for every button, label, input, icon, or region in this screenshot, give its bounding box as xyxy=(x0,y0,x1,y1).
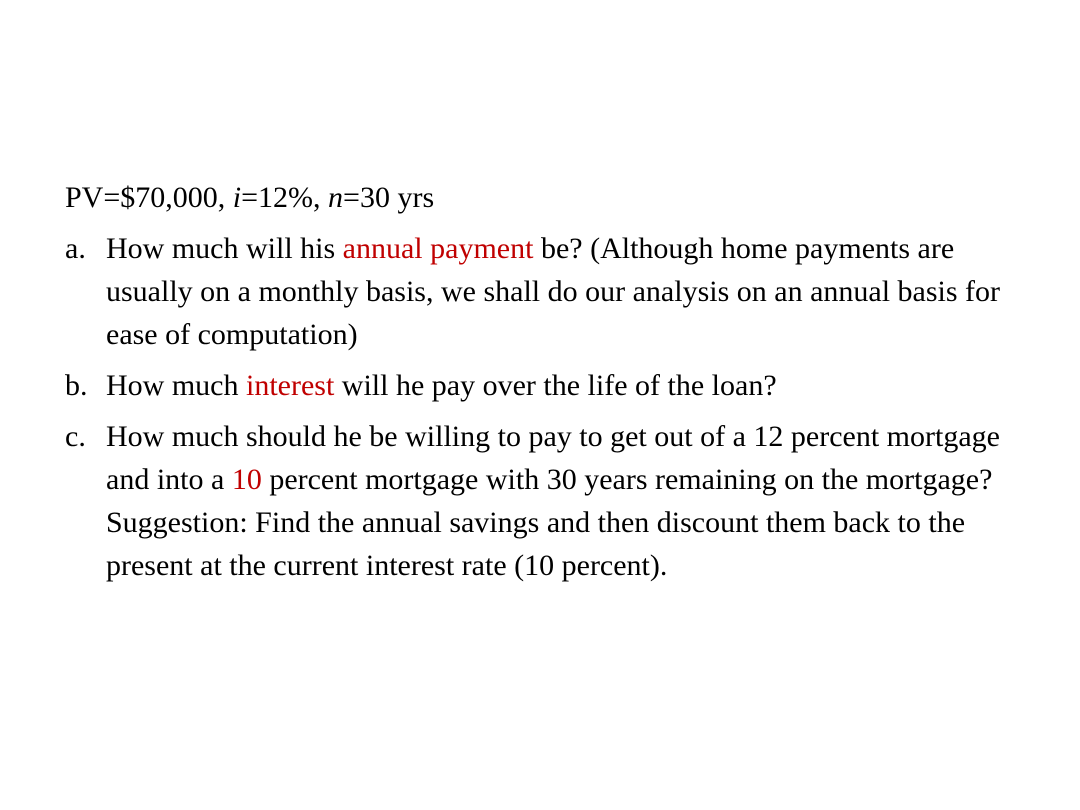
given-n-value: =30 yrs xyxy=(343,181,435,214)
question-text: percent mortgage with 30 years remaining on the mortgage? Suggestion: Find the annual savings and then discount them back to the present at the current interest rate (10 percent). xyxy=(106,463,993,582)
question-text: How much will his xyxy=(106,232,343,265)
question-text: will he pay over the life of the loan? xyxy=(334,369,777,402)
question-text: be? (Although home payments are usually on a monthly basis, we shall do our analysis on an annual basis for ease of computation) xyxy=(106,232,1001,351)
question-marker: b. xyxy=(65,369,88,402)
given-pv: PV=$70,000, xyxy=(65,181,233,214)
given-i-value: =12%, xyxy=(241,181,329,214)
question-marker: c. xyxy=(65,420,86,453)
question-text: How much should he be willing to pay to get out of a 12 percent mortgage and into a xyxy=(106,420,1000,496)
question-text: How much xyxy=(106,369,246,402)
given-values xyxy=(65,176,1025,219)
question-highlight: annual payment xyxy=(342,232,534,265)
given-n-variable: n xyxy=(328,181,344,214)
question-list xyxy=(65,227,1025,587)
question-highlight: 10 xyxy=(231,463,262,496)
question-marker: a. xyxy=(65,232,86,265)
slide-content xyxy=(65,176,1025,595)
question-highlight: interest xyxy=(245,369,335,402)
question-b xyxy=(65,364,1025,407)
question-c xyxy=(65,415,1025,587)
given-i-variable: i xyxy=(232,181,242,214)
question-a xyxy=(65,227,1025,356)
